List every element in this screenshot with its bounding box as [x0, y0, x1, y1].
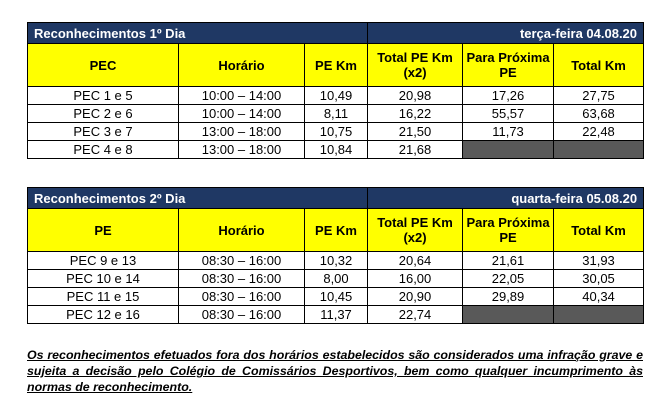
table-date: terça-feira 04.08.20 [368, 23, 644, 44]
table-cell: 10,45 [305, 288, 368, 306]
empty-cell [463, 306, 554, 324]
table-cell: 16,00 [368, 270, 463, 288]
table-cell: PEC 11 e 15 [28, 288, 179, 306]
table-cell: 08:30 – 16:00 [179, 306, 305, 324]
table-cell: 08:30 – 16:00 [179, 288, 305, 306]
table-cell: 21,61 [463, 252, 554, 270]
table-cell: 22,05 [463, 270, 554, 288]
table-cell: 17,26 [463, 87, 554, 105]
column-header: Total PE Km (x2) [368, 44, 463, 87]
table-cell: 08:30 – 16:00 [179, 252, 305, 270]
table-cell: 27,75 [554, 87, 644, 105]
table-cell: 13:00 – 18:00 [179, 141, 305, 159]
table-cell: PEC 1 e 5 [28, 87, 179, 105]
table-cell: 10,84 [305, 141, 368, 159]
table-row [28, 87, 644, 105]
column-header: Total Km [554, 44, 644, 87]
table-date: quarta-feira 05.08.20 [368, 188, 644, 209]
column-header: Para Próxima PE [463, 44, 554, 87]
column-header: PEC [28, 44, 179, 87]
table-cell: 55,57 [463, 105, 554, 123]
column-header: Total Km [554, 209, 644, 252]
table-cell: 13:00 – 18:00 [179, 123, 305, 141]
table-cell: PEC 4 e 8 [28, 141, 179, 159]
table-title: Reconhecimentos 1º Dia [28, 23, 368, 44]
header-row [28, 209, 644, 252]
table-cell: 10,75 [305, 123, 368, 141]
table-cell: 29,89 [463, 288, 554, 306]
table-row [28, 270, 644, 288]
empty-cell [463, 141, 554, 159]
column-header: PE [28, 209, 179, 252]
table-cell: 20,64 [368, 252, 463, 270]
table-row [28, 123, 644, 141]
table-cell: 10:00 – 14:00 [179, 87, 305, 105]
empty-cell [554, 306, 644, 324]
table-cell: 31,93 [554, 252, 644, 270]
column-header: Total PE Km (x2) [368, 209, 463, 252]
table-cell: 11,73 [463, 123, 554, 141]
table-row [28, 288, 644, 306]
warning-note: Os reconhecimentos efetuados fora dos horários estabelecidos são considerados uma infração grave e sujeita a decisão pelo Colégio de Comissários Desportivos, bem como qualquer incumprimento às normas de reconhecimento. [27, 348, 643, 394]
table-cell: PEC 10 e 14 [28, 270, 179, 288]
table-cell: 11,37 [305, 306, 368, 324]
table-cell: 16,22 [368, 105, 463, 123]
table-cell: 08:30 – 16:00 [179, 270, 305, 288]
column-header: PE Km [305, 44, 368, 87]
schedule-table-day1 [27, 22, 644, 159]
table-cell: 22,74 [368, 306, 463, 324]
table-row [28, 306, 644, 324]
table-title: Reconhecimentos 2º Dia [28, 188, 368, 209]
table-cell: 40,34 [554, 288, 644, 306]
column-header: Horário [179, 209, 305, 252]
table-cell: 10,32 [305, 252, 368, 270]
table-cell: PEC 3 e 7 [28, 123, 179, 141]
table-cell: PEC 2 e 6 [28, 105, 179, 123]
column-header: Horário [179, 44, 305, 87]
table-cell: 10:00 – 14:00 [179, 105, 305, 123]
table-cell: 8,11 [305, 105, 368, 123]
table-title-row [28, 23, 644, 44]
table-cell: 10,49 [305, 87, 368, 105]
table-cell: PEC 12 e 16 [28, 306, 179, 324]
table-cell: 21,50 [368, 123, 463, 141]
table-cell: 21,68 [368, 141, 463, 159]
table-cell: PEC 9 e 13 [28, 252, 179, 270]
table-cell: 63,68 [554, 105, 644, 123]
table-row [28, 252, 644, 270]
column-header: PE Km [305, 209, 368, 252]
column-header: Para Próxima PE [463, 209, 554, 252]
table-cell: 20,90 [368, 288, 463, 306]
empty-cell [554, 141, 644, 159]
table-row [28, 141, 644, 159]
table-cell: 22,48 [554, 123, 644, 141]
table-cell: 20,98 [368, 87, 463, 105]
table-row [28, 105, 644, 123]
schedule-table-day2 [27, 187, 644, 324]
table-cell: 8,00 [305, 270, 368, 288]
table-cell: 30,05 [554, 270, 644, 288]
header-row [28, 44, 644, 87]
table-title-row [28, 188, 644, 209]
